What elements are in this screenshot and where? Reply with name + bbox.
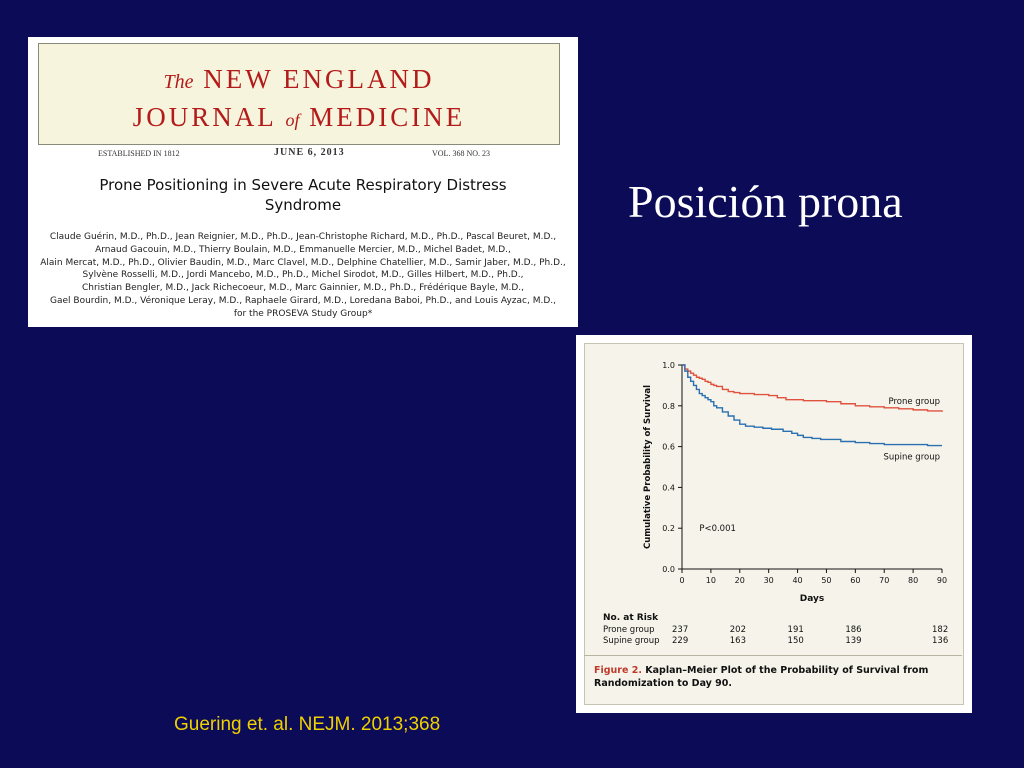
author-line: Arnaud Gacouin, M.D., Thierry Boulain, M.D., Emmanuelle Mercier, M.D., Michel Badet, M.D., [95,244,511,255]
author-line: for the PROSEVA Study Group* [233,308,373,319]
prone-series-label: Prone group [888,396,940,407]
risk-table-header: No. at Risk [603,613,659,623]
caption-text: Kaplan–Meier Plot of the Probability of Survival from Randomization to Day 90. [594,665,929,689]
author-list [34,231,572,321]
figure-caption [594,664,954,690]
masthead-of: of [285,110,300,130]
x-tick-label: 70 [879,576,890,585]
x-tick-label: 20 [734,576,745,585]
issue-date: JUNE 6, 2013 [274,147,345,158]
x-tick-label: 30 [763,576,774,585]
author-line: Alain Mercat, M.D., Ph.D., Olivier Baudin, M.D., Marc Clavel, M.D., Delphine Chatellier, M.D., Samir Jaber, M.D., Ph.D., [40,257,566,268]
x-tick-label: 80 [908,576,919,585]
risk-table-value: 202 [729,625,746,635]
article-title-line2: Syndrome [264,196,342,214]
journal-masthead [38,43,560,145]
x-tick-label: 90 [936,576,948,585]
masthead-the: The [163,71,194,93]
y-tick-label: 0.4 [662,483,675,493]
x-tick-label: 10 [705,576,716,585]
risk-table-value: 237 [672,625,689,635]
masthead-journal: JOURNAL [132,102,276,132]
journal-article-header [28,37,578,327]
issue-volume: VOL. 368 NO. 23 [432,149,490,158]
author-line: Sylvène Rosselli, M.D., Jordi Mancebo, M.D., Ph.D., Michel Sirodot, M.D., Gilles Hilbert, M.D., Ph.D., [82,270,524,281]
y-tick-label: 0.6 [662,442,675,452]
caption-label: Figure 2. [594,665,642,676]
risk-table-value: 163 [729,636,746,646]
x-axis-label: Days [799,594,825,604]
y-tick-label: 0.0 [662,565,675,574]
risk-table-value: 229 [672,636,689,646]
supine-series-label: Supine group [883,452,940,463]
figure-caption-box [584,655,962,704]
article-title-line1: Prone Positioning in Severe Acute Respiratory Distress [99,176,507,194]
risk-table-value: 139 [845,636,862,646]
y-tick-label: 1.0 [662,361,675,370]
risk-table-value: 150 [787,636,804,646]
masthead-line1 [39,64,559,95]
slide-title: Posición prona [628,176,903,227]
author-line: Gael Bourdin, M.D., Véronique Leray, M.D., Raphaele Girard, M.D., Loredana Baboi, Ph.D., and Louis Ayzac, M.D., [50,295,556,306]
risk-table-value: 191 [787,625,804,635]
risk-row-label-supine: Supine group [603,636,660,646]
y-tick-label: 0.8 [662,401,675,411]
x-tick-label: 0 [679,576,685,585]
author-line: Claude Guérin, M.D., Ph.D., Jean Reignier, M.D., Ph.D., Jean-Christophe Richard, M.D., Ph.D., Pascal Beuret, M.D., [49,232,557,242]
x-tick-label: 50 [821,576,832,585]
p-value-annotation: P<0.001 [699,524,736,535]
masthead-medicine: MEDICINE [309,102,466,132]
risk-row-label-prone: Prone group [603,625,655,635]
masthead-name-line1: NEW ENGLAND [203,64,435,94]
article-title [28,175,578,215]
y-axis-label: Cumulative Probability of Survival [643,384,653,550]
survival-figure [576,335,972,713]
citation-text: Guering et. al. NEJM. 2013;368 [174,714,441,735]
kaplan-meier-chart [576,335,972,655]
author-line: Christian Bengler, M.D., Jack Richecoeur, M.D., Marc Gainnier, M.D., Ph.D., Frédérique Bayle, M.D., [81,283,525,294]
risk-table-value: 182 [932,625,949,635]
x-tick-label: 40 [792,576,803,585]
x-tick-label: 60 [850,576,861,585]
risk-table-value: 186 [845,625,862,635]
y-tick-label: 0.2 [662,524,675,534]
issue-info-bar [38,147,560,159]
established-text: ESTABLISHED IN 1812 [98,149,180,158]
risk-table-value: 136 [932,636,949,646]
masthead-line2 [39,102,559,133]
